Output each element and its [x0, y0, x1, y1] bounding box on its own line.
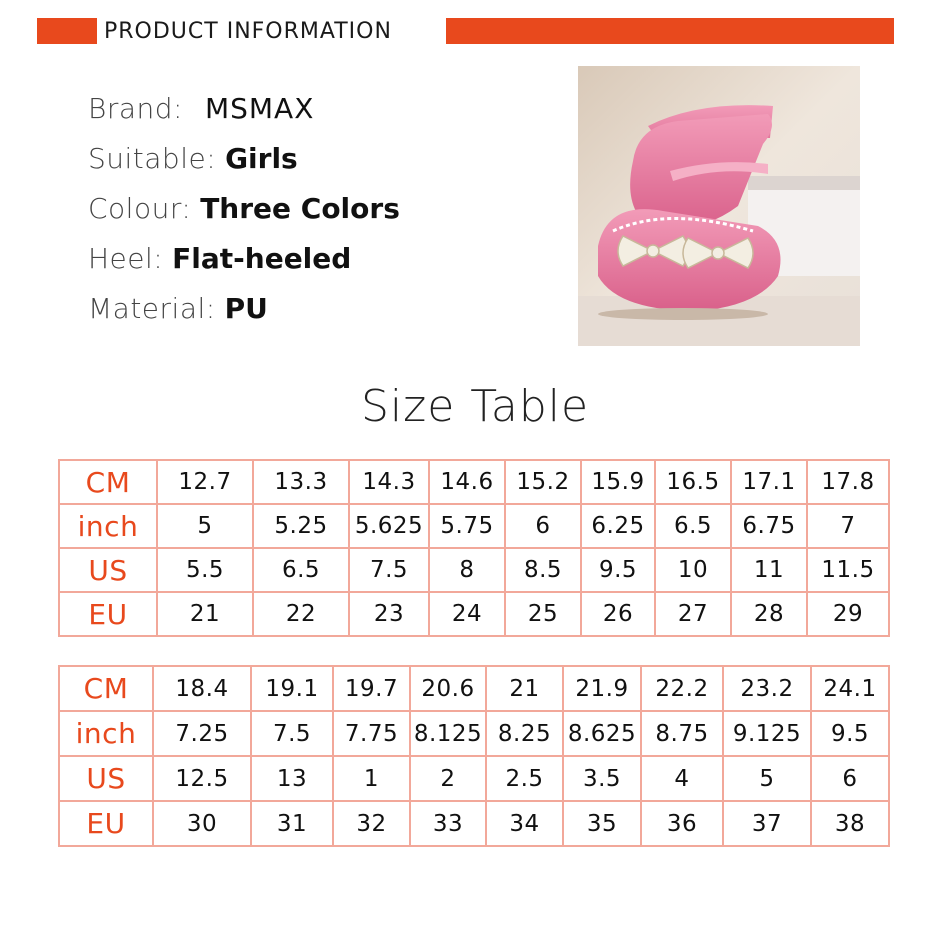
- row-label: inch: [59, 711, 153, 756]
- size-cell: 17.8: [807, 460, 889, 504]
- size-row-eu: [59, 592, 889, 636]
- size-cell: 6.5: [253, 548, 349, 592]
- size-cell: 33: [410, 801, 486, 846]
- size-cell: 7.25: [153, 711, 251, 756]
- size-cell: 13: [251, 756, 333, 801]
- size-cell: 9.5: [581, 548, 655, 592]
- size-cell: 21: [157, 592, 253, 636]
- section-title: PRODUCT INFORMATION: [104, 19, 392, 44]
- info-row-suitable: [88, 134, 400, 184]
- size-cell: 25: [505, 592, 581, 636]
- size-cell: 3.5: [563, 756, 641, 801]
- size-row-cm: [59, 460, 889, 504]
- size-cell: 35: [563, 801, 641, 846]
- size-cell: 7.75: [333, 711, 410, 756]
- size-cell: 26: [581, 592, 655, 636]
- header-bar-left: [37, 18, 97, 44]
- product-photo: [578, 66, 860, 346]
- size-cell: 14.3: [349, 460, 429, 504]
- info-label: Suitable:: [88, 142, 217, 175]
- size-cell: 16.5: [655, 460, 731, 504]
- size-cell: 5.625: [349, 504, 429, 548]
- size-cell: 4: [641, 756, 723, 801]
- size-cell: 13.3: [253, 460, 349, 504]
- size-row-inch: [59, 711, 889, 756]
- product-info-list: [88, 84, 400, 334]
- size-cell: 6: [505, 504, 581, 548]
- info-label: Heel:: [88, 242, 164, 275]
- size-cell: 10: [655, 548, 731, 592]
- size-cell: 6.5: [655, 504, 731, 548]
- info-row-colour: [88, 184, 400, 234]
- size-cell: 38: [811, 801, 889, 846]
- info-value: Flat-heeled: [172, 242, 352, 275]
- size-cell: 5: [157, 504, 253, 548]
- row-label: EU: [59, 801, 153, 846]
- size-cell: 8.625: [563, 711, 641, 756]
- size-cell: 2.5: [486, 756, 563, 801]
- size-cell: 27: [655, 592, 731, 636]
- size-cell: 1: [333, 756, 410, 801]
- info-label: Brand:: [88, 92, 183, 125]
- size-cell: 24.1: [811, 666, 889, 711]
- size-cell: 22.2: [641, 666, 723, 711]
- size-cell: 8.75: [641, 711, 723, 756]
- size-cell: 19.7: [333, 666, 410, 711]
- size-cell: 7: [807, 504, 889, 548]
- size-cell: 8.125: [410, 711, 486, 756]
- size-cell: 23.2: [723, 666, 811, 711]
- info-value: Three Colors: [200, 192, 400, 225]
- size-row-eu: [59, 801, 889, 846]
- size-table-title: Size Table: [360, 381, 590, 432]
- size-cell: 17.1: [731, 460, 807, 504]
- size-cell: 24: [429, 592, 505, 636]
- header-bar-right: [446, 18, 894, 44]
- size-cell: 37: [723, 801, 811, 846]
- size-cell: 9.5: [811, 711, 889, 756]
- row-label: US: [59, 756, 153, 801]
- size-cell: 12.7: [157, 460, 253, 504]
- size-row-cm: [59, 666, 889, 711]
- size-cell: 8.25: [486, 711, 563, 756]
- row-label: US: [59, 548, 157, 592]
- info-label: Material:: [88, 292, 216, 325]
- info-row-heel: [88, 234, 400, 284]
- size-cell: 14.6: [429, 460, 505, 504]
- row-label: CM: [59, 666, 153, 711]
- info-label: Colour:: [88, 192, 192, 225]
- size-cell: 18.4: [153, 666, 251, 711]
- size-cell: 11: [731, 548, 807, 592]
- size-cell: 7.5: [349, 548, 429, 592]
- size-cell: 22: [253, 592, 349, 636]
- info-value: PU: [224, 292, 268, 325]
- info-value: Girls: [225, 142, 298, 175]
- size-cell: 8: [429, 548, 505, 592]
- size-cell: 5.75: [429, 504, 505, 548]
- size-cell: 5.25: [253, 504, 349, 548]
- size-cell: 15.9: [581, 460, 655, 504]
- size-table-1: [58, 459, 890, 637]
- size-cell: 23: [349, 592, 429, 636]
- info-value: MSMAX: [204, 92, 315, 125]
- size-cell: 29: [807, 592, 889, 636]
- size-cell: 8.5: [505, 548, 581, 592]
- size-cell: 12.5: [153, 756, 251, 801]
- size-cell: 6.75: [731, 504, 807, 548]
- size-cell: 21: [486, 666, 563, 711]
- size-cell: 30: [153, 801, 251, 846]
- size-cell: 6.25: [581, 504, 655, 548]
- row-label: EU: [59, 592, 157, 636]
- size-cell: 19.1: [251, 666, 333, 711]
- size-row-us: [59, 756, 889, 801]
- size-cell: 6: [811, 756, 889, 801]
- size-cell: 21.9: [563, 666, 641, 711]
- info-row-brand: [88, 84, 400, 134]
- size-table-2: [58, 665, 890, 847]
- size-cell: 28: [731, 592, 807, 636]
- size-cell: 5: [723, 756, 811, 801]
- size-cell: 9.125: [723, 711, 811, 756]
- size-cell: 11.5: [807, 548, 889, 592]
- size-cell: 7.5: [251, 711, 333, 756]
- size-cell: 36: [641, 801, 723, 846]
- size-cell: 31: [251, 801, 333, 846]
- info-row-material: [88, 284, 400, 334]
- size-cell: 5.5: [157, 548, 253, 592]
- row-label: inch: [59, 504, 157, 548]
- size-cell: 32: [333, 801, 410, 846]
- row-label: CM: [59, 460, 157, 504]
- size-cell: 20.6: [410, 666, 486, 711]
- size-row-us: [59, 548, 889, 592]
- size-row-inch: [59, 504, 889, 548]
- size-cell: 2: [410, 756, 486, 801]
- size-cell: 15.2: [505, 460, 581, 504]
- size-cell: 34: [486, 801, 563, 846]
